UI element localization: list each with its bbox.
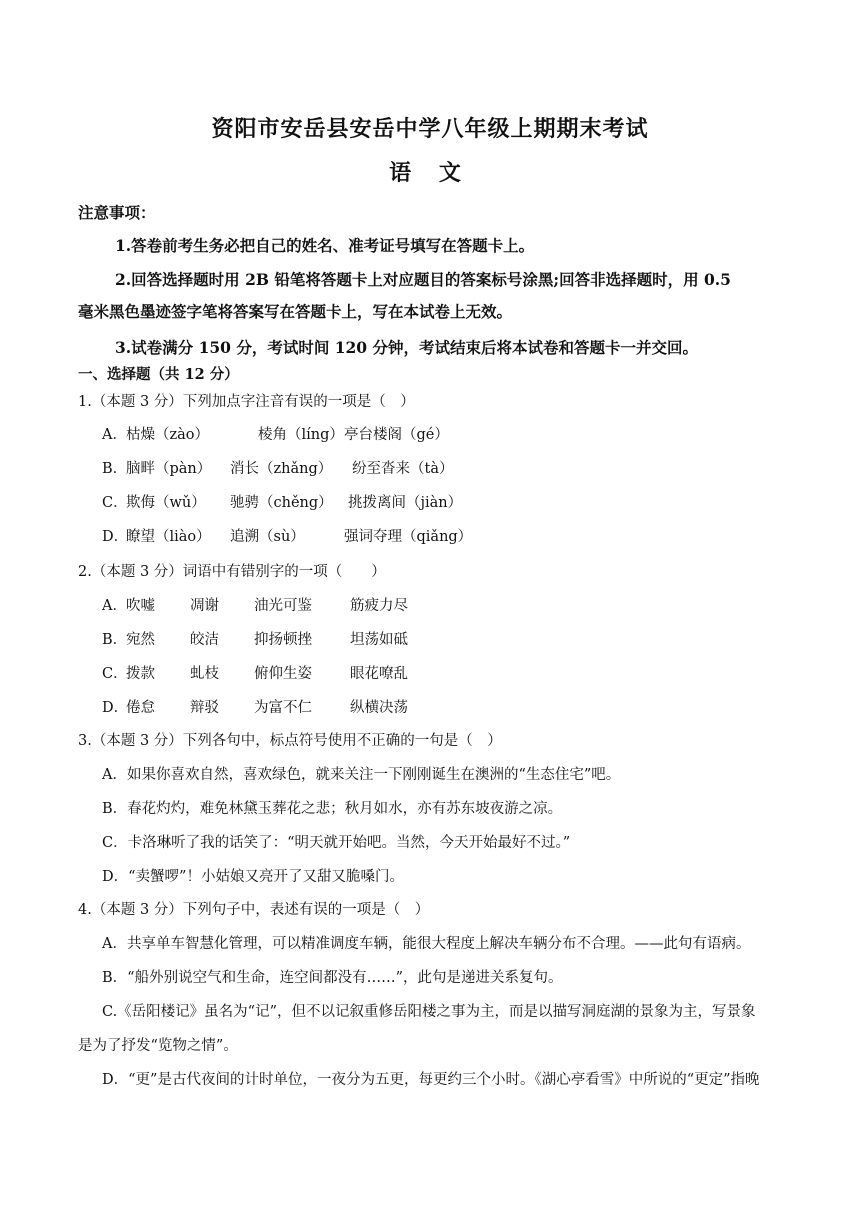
option-label: C． <box>102 666 128 682</box>
q3-option-b: B．春花灼灼，难免林黛玉葬花之悲；秋月如水，亦有苏东坡夜游之凉。 <box>102 801 563 817</box>
option-word: 追溯（sù） <box>230 529 305 545</box>
option-word: 为富不仁 <box>254 700 312 716</box>
option-label: D． <box>102 700 129 716</box>
option-word: 油光可鉴 <box>254 598 312 614</box>
option-word: 亭台楼阁（gé） <box>344 427 449 443</box>
option-label: A． <box>102 427 127 443</box>
option-word: 俯仰生姿 <box>254 666 312 682</box>
option-word: 挑拨离间（jiàn） <box>348 495 463 511</box>
option-word: 瞭望（liào） <box>126 529 211 545</box>
option-word: 辩驳 <box>190 700 219 716</box>
option-label: A． <box>102 598 127 614</box>
option-word: 拨款 <box>126 666 155 682</box>
option-word: 棱角（líng） <box>258 427 344 443</box>
q4-option-b: B．“船外别说空气和生命，连空间都没有……”，此句是递进关系复句。 <box>102 970 563 986</box>
option-word: 倦怠 <box>126 700 155 716</box>
q4-option-c-line-2: 是为了抒发“览物之情”。 <box>78 1038 238 1054</box>
option-word: 抑扬顿挫 <box>254 632 312 648</box>
option-word: 虬枝 <box>190 666 219 682</box>
notice-item-2-line-1: 2.回答选择题时用 2B 铅笔将答题卡上对应题目的答案标号涂黑;回答非选择题时，用 0.5 <box>115 270 731 289</box>
q4-option-c-line-1: C.《岳阳楼记》虽名为“记”，但不以记叙重修岳阳楼之事为主，而是以描写洞庭湖的景象为主，写景象 <box>102 1004 756 1020</box>
option-word: 枯燥（zào） <box>126 427 210 443</box>
option-word: 筋疲力尽 <box>350 598 408 614</box>
option-word: 眼花嘹乱 <box>350 666 408 682</box>
notice-item-1: 1.答卷前考生务必把自己的姓名、准考证号填写在答题卡上。 <box>115 236 535 255</box>
option-label: C． <box>102 495 128 511</box>
option-word: 强词夺理（qiǎng） <box>344 529 473 545</box>
option-word: 坦荡如砥 <box>350 632 408 648</box>
option-word: 皎洁 <box>190 632 219 648</box>
q4-option-a: A．共享单车智慧化管理，可以精准调度车辆，能很大程度上解决车辆分布不合理。——此句有语病。 <box>102 936 751 952</box>
q3-stem: 3.（本题 3 分）下列各句中，标点符号使用不正确的一句是（ ） <box>78 733 502 749</box>
notice-heading: 注意事项： <box>78 203 156 222</box>
option-word: 消长（zhǎng） <box>230 461 333 477</box>
q4-stem: 4.（本题 3 分）下列句子中，表述有误的一项是（ ） <box>78 902 430 918</box>
option-word: 纵横决荡 <box>350 700 408 716</box>
notice-item-3: 3.试卷满分 150 分，考试时间 120 分钟，考试结束后将本试卷和答题卡一并交回。 <box>115 338 698 357</box>
option-word: 驰骋（chěng） <box>230 495 333 511</box>
notice-item-2-line-2: 毫米黑色墨迹签字笔将答案写在答题卡上，写在本试卷上无效。 <box>78 302 513 321</box>
option-word: 吹嘘 <box>126 598 155 614</box>
q3-option-d: D．“卖蟹啰”！小姑娘又亮开了又甜又脆嗓门。 <box>102 869 404 885</box>
option-label: B． <box>102 632 128 648</box>
exam-title: 资阳市安岳县安岳中学八年级上期期末考试 <box>211 116 649 142</box>
option-label: D． <box>102 529 129 545</box>
option-word: 宛然 <box>126 632 155 648</box>
option-word: 脑畔（pàn） <box>126 461 212 477</box>
subject-title: 语 文 <box>389 160 471 186</box>
q3-option-a: A．如果你喜欢自然，喜欢绿色，就来关注一下刚刚诞生在澳洲的“生态住宅”吧。 <box>102 767 621 783</box>
option-word: 欺侮（wǔ） <box>126 495 206 511</box>
option-word: 纷至沓来（tà） <box>352 461 454 477</box>
section-heading: 一、选择题（共 12 分） <box>78 366 239 383</box>
q3-option-c: C．卡洛琳听了我的话笑了：“明天就开始吧。当然，今天开始最好不过。” <box>102 835 571 851</box>
q4-option-d: D．“更”是古代夜间的计时单位，一夜分为五更，每更约三个小时。《湖心亭看雪》中所说的“更定”指晚 <box>102 1072 760 1088</box>
q2-stem: 2.（本题 3 分）词语中有错别字的一项（ ） <box>78 564 386 580</box>
option-label: B． <box>102 461 128 477</box>
q1-stem: 1.（本题 3 分）下列加点字注音有误的一项是（ ） <box>78 394 415 410</box>
option-word: 凋谢 <box>190 598 219 614</box>
